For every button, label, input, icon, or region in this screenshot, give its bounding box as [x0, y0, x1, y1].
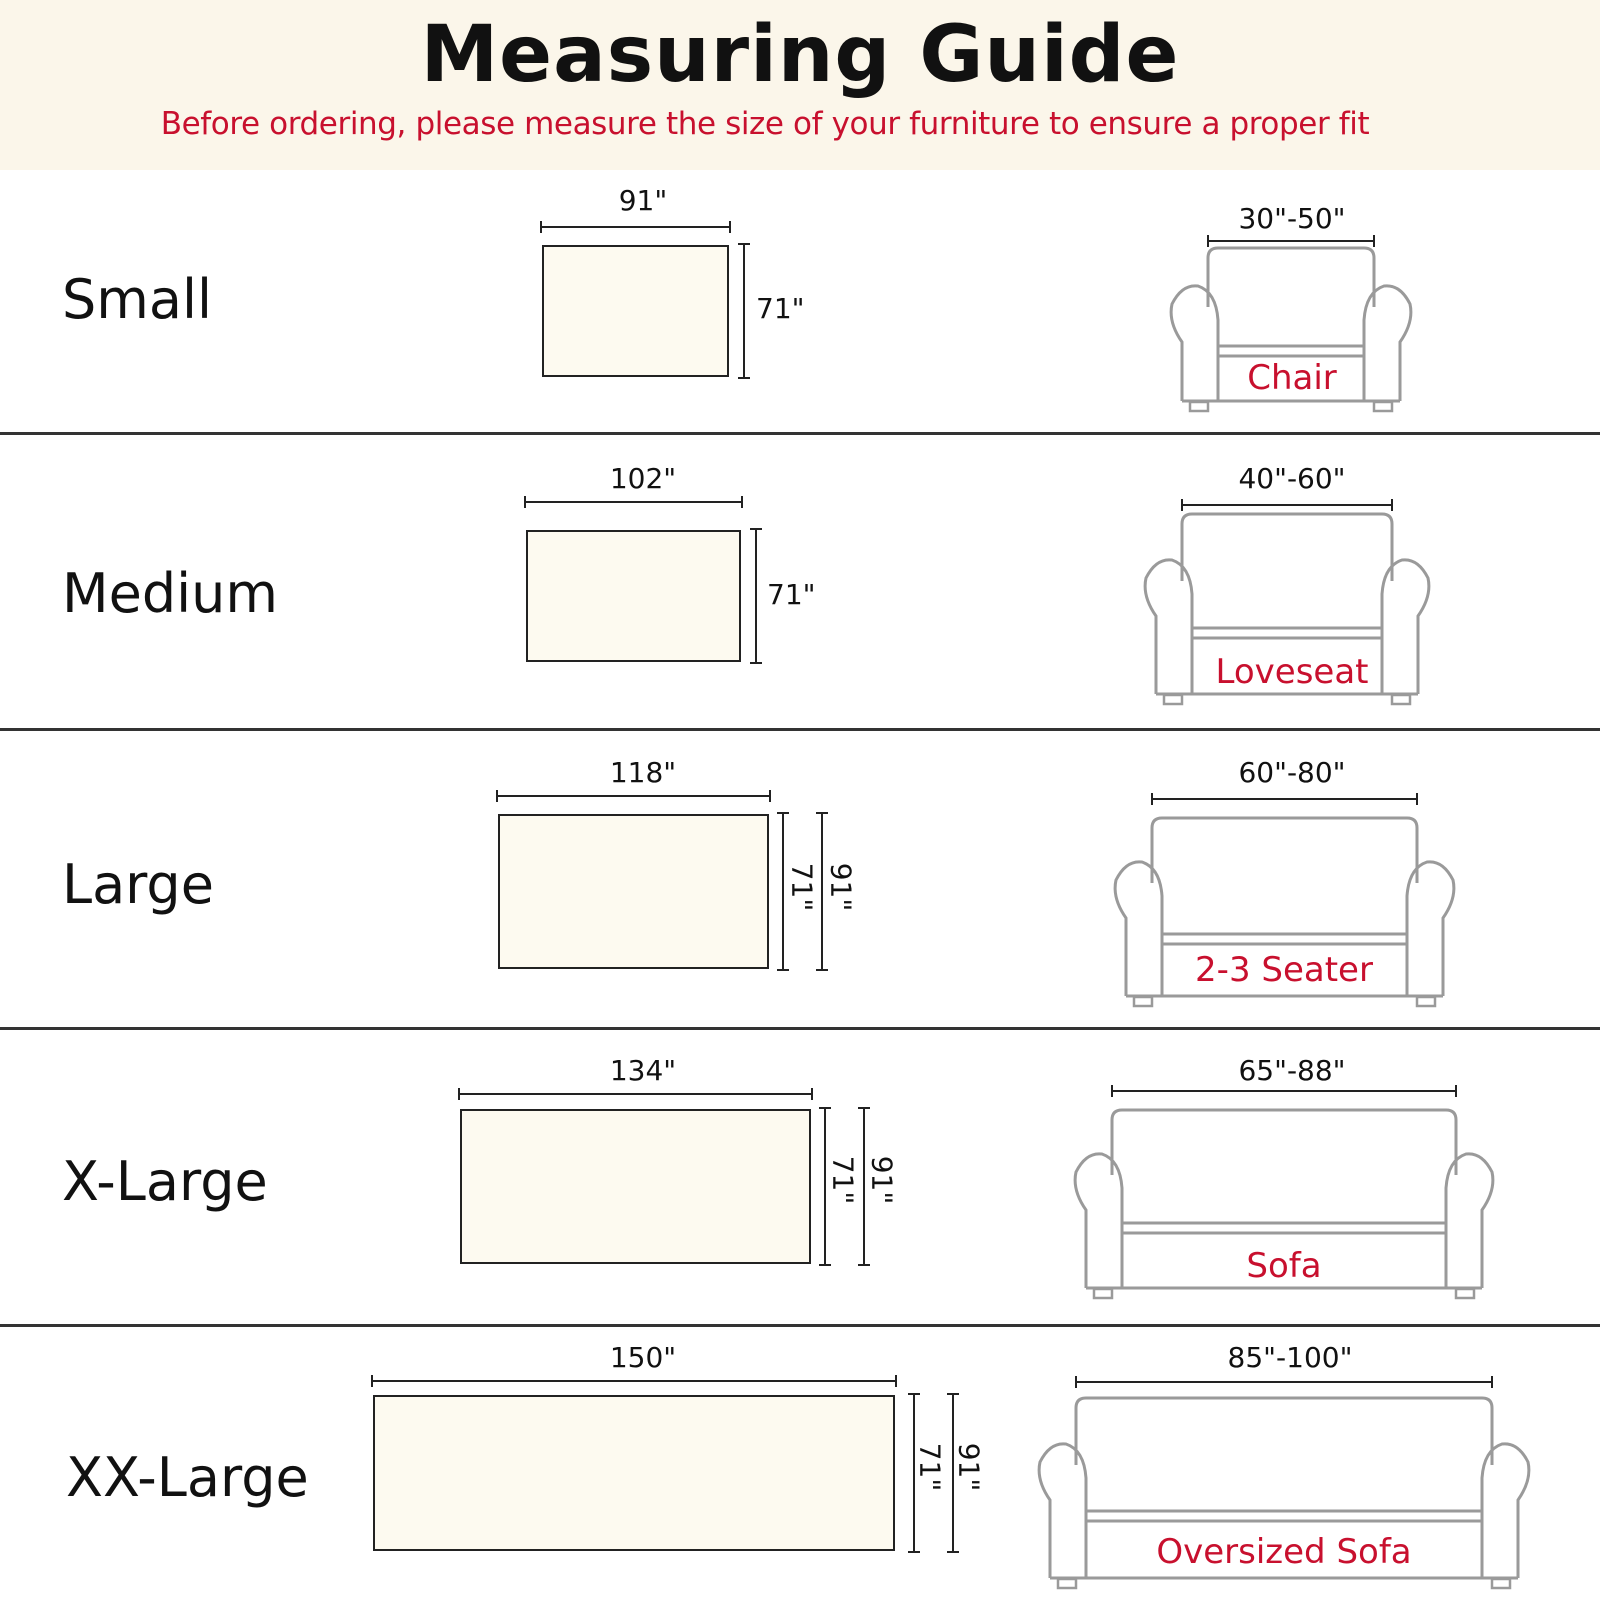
seater-outline-back [1152, 818, 1417, 883]
page-subtitle: Before ordering, please measure the size of your furniture to ensure a proper fit [160, 106, 1370, 142]
size-label: X-Large [62, 1150, 268, 1213]
cover-height-label: 91" [952, 1442, 986, 1492]
sofa-outline-foot [1094, 1289, 1112, 1298]
cover-width-label: 118" [609, 756, 677, 789]
cover-width-label: 150" [609, 1341, 677, 1374]
cover-height-label: 91" [865, 1155, 899, 1205]
seater-outline-foot [1134, 997, 1152, 1006]
furniture-type-label: Chair [1247, 358, 1337, 398]
cover-width-label: 134" [609, 1054, 677, 1087]
loveseat-outline-left-arm [1145, 560, 1192, 694]
chair-outline-foot [1374, 402, 1392, 411]
sofa-outline-right-arm [1446, 1154, 1493, 1288]
furniture-width-label: 65"-88" [1238, 1054, 1346, 1087]
seater-outline-right-arm [1407, 862, 1454, 996]
sofa-outline-left-arm [1075, 1154, 1122, 1288]
oversized-sofa-outline-foot [1058, 1579, 1076, 1588]
oversized-sofa-outline-left-arm [1039, 1444, 1086, 1578]
furniture-type-label: Sofa [1246, 1246, 1322, 1286]
seater-outline-foot [1417, 997, 1435, 1006]
chair-outline-left-arm [1171, 286, 1218, 401]
furniture-type-label: Oversized Sofa [1156, 1532, 1412, 1572]
chair-outline-right-arm [1364, 286, 1411, 401]
sofa-outline-back [1112, 1110, 1456, 1175]
size-label: XX-Large [66, 1446, 309, 1509]
loveseat-outline-foot [1392, 695, 1410, 704]
sofa-outline-foot [1456, 1289, 1474, 1298]
size-label: Medium [62, 562, 278, 625]
oversized-sofa-outline-back [1076, 1398, 1492, 1465]
chair-outline-foot [1190, 402, 1208, 411]
cover-width-label: 91" [618, 184, 668, 217]
loveseat-outline-foot [1164, 695, 1182, 704]
cover-height-label: 71" [767, 578, 816, 611]
cover-rectangle [461, 1110, 810, 1263]
seater-outline-left-arm [1115, 862, 1162, 996]
chair-outline-back [1208, 248, 1374, 307]
loveseat-outline-back [1182, 514, 1392, 581]
cover-height-label: 71" [913, 1442, 947, 1492]
cover-height-label: 71" [756, 292, 805, 325]
size-label: Small [62, 268, 212, 331]
furniture-type-label: 2-3 Seater [1195, 950, 1373, 990]
furniture-width-label: 60"-80" [1238, 756, 1346, 789]
cover-height-label: 71" [785, 862, 819, 912]
cover-height-label: 71" [826, 1155, 860, 1205]
cover-rectangle [527, 531, 740, 661]
furniture-width-label: 30"-50" [1238, 202, 1346, 235]
cover-width-label: 102" [609, 462, 677, 495]
size-label: Large [62, 853, 214, 916]
furniture-width-label: 40"-60" [1238, 462, 1346, 495]
oversized-sofa-outline-right-arm [1482, 1444, 1529, 1578]
cover-rectangle [543, 246, 728, 376]
cover-height-label: 91" [824, 862, 858, 912]
furniture-type-label: Loveseat [1215, 652, 1369, 692]
page-title: Measuring Guide [420, 10, 1180, 100]
loveseat-outline-right-arm [1382, 560, 1429, 694]
furniture-width-label: 85"-100" [1227, 1341, 1353, 1374]
cover-rectangle [499, 815, 768, 968]
cover-rectangle [374, 1396, 894, 1550]
oversized-sofa-outline-foot [1492, 1579, 1510, 1588]
